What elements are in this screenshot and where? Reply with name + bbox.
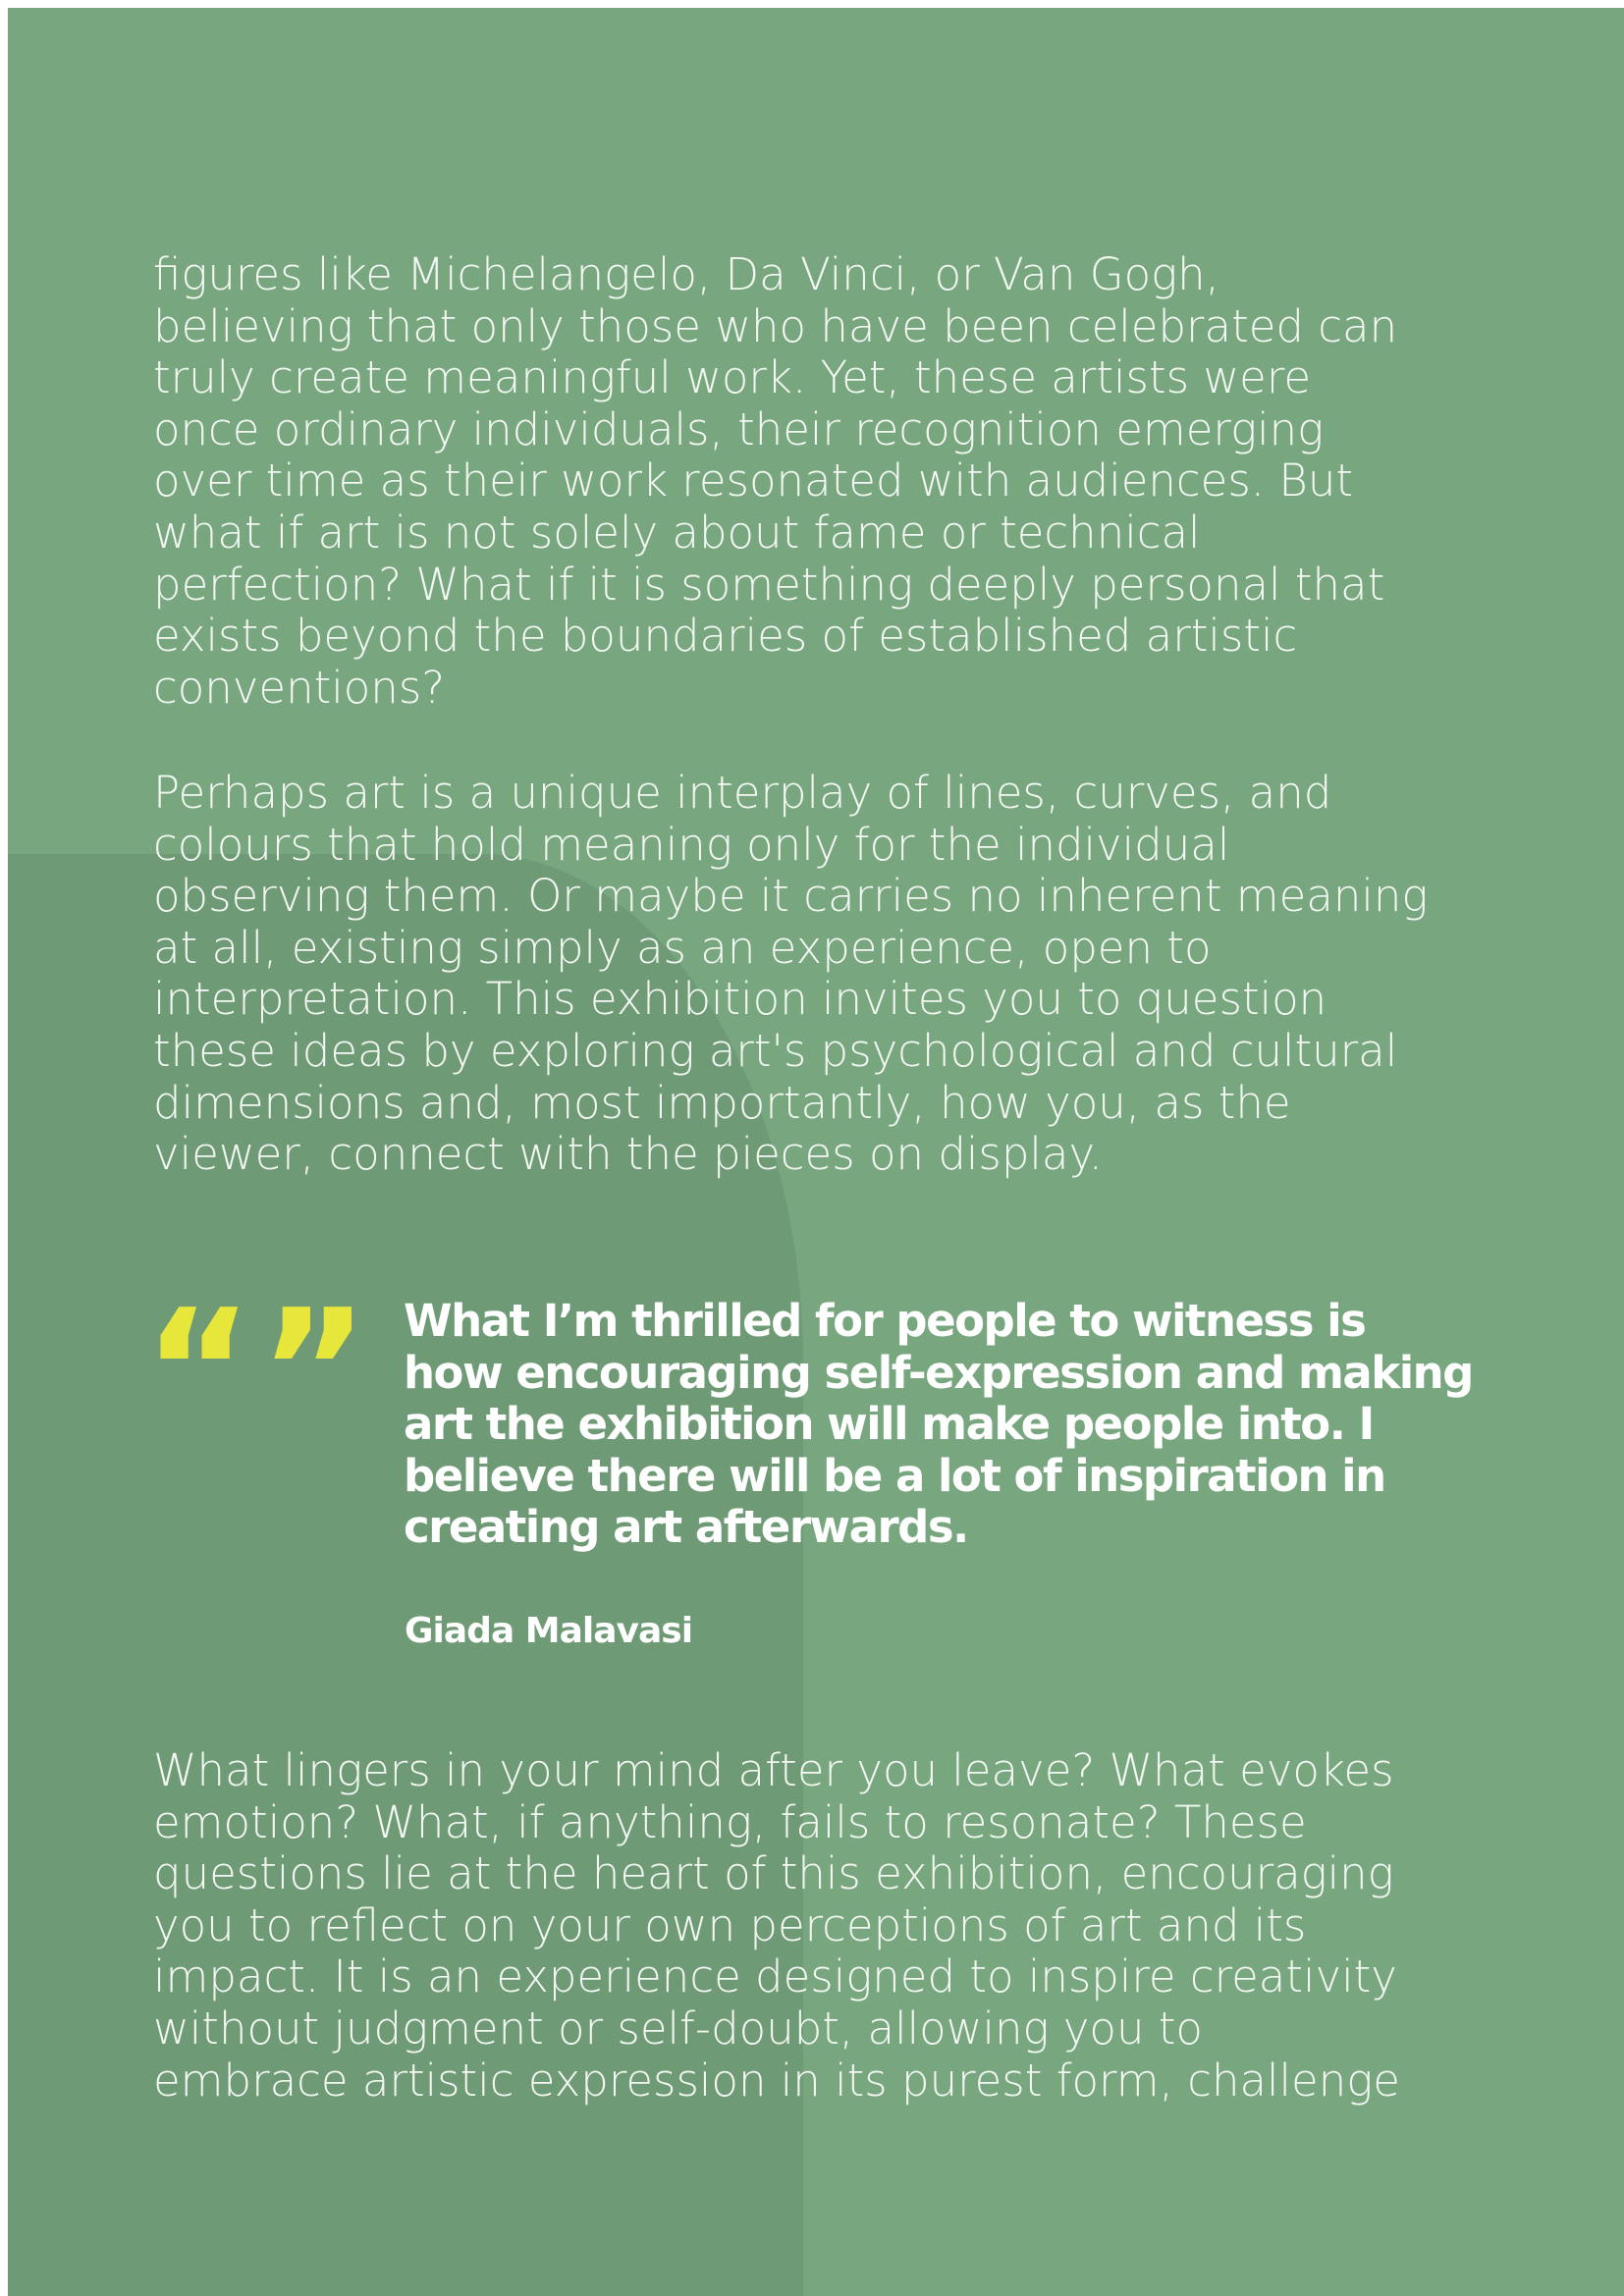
pull-quote: What I’m thrilled for people to witness is how encouraging self-expression and making art the exhibition will make people into. I believe there will be a lot of inspiration in creating art afterwards. — [404, 1295, 1473, 1554]
quote-author: Giada Malavasi — [405, 1611, 693, 1651]
quote-mark-icon: “” — [143, 1274, 375, 1468]
closing-paragraph: What lingers in your mind after you leave? What evokes emotion? What, if anything, fails to resonate? These questions lie at the heart of this exhibition, encouraging you to reflect on your own perceptions of art and its impact. It is an experience designed to inspire creativity without judgment or self-doubt, allowing you to embrace artistic expression in its purest form, challenge — [153, 1744, 1400, 2107]
intro-paragraph: figures like Michelangelo, Da Vinci, or Van Gogh, believing that only those who have been celebrated can truly create meaningful work. Yet, these artists were once ordinary individuals, their recognition emerging over time as their work resonated with audiences. But what if art is not solely about fame or technical perfection? What if it is something deeply personal that exists beyond the boundaries of established artistic conventions? — [153, 248, 1398, 714]
middle-paragraph: Perhaps art is a unique interplay of lines, curves, and colours that hold meaning only for the individual observing them. Or maybe it carries no inherent meaning at all, existing simply as an experience, open to interpretation. This exhibition invites you to question these ideas by exploring art's psychological and cultural dimensions and, most importantly, how you, as the viewer, connect with the pieces on display. — [153, 767, 1429, 1181]
document-page — [8, 8, 1624, 2296]
